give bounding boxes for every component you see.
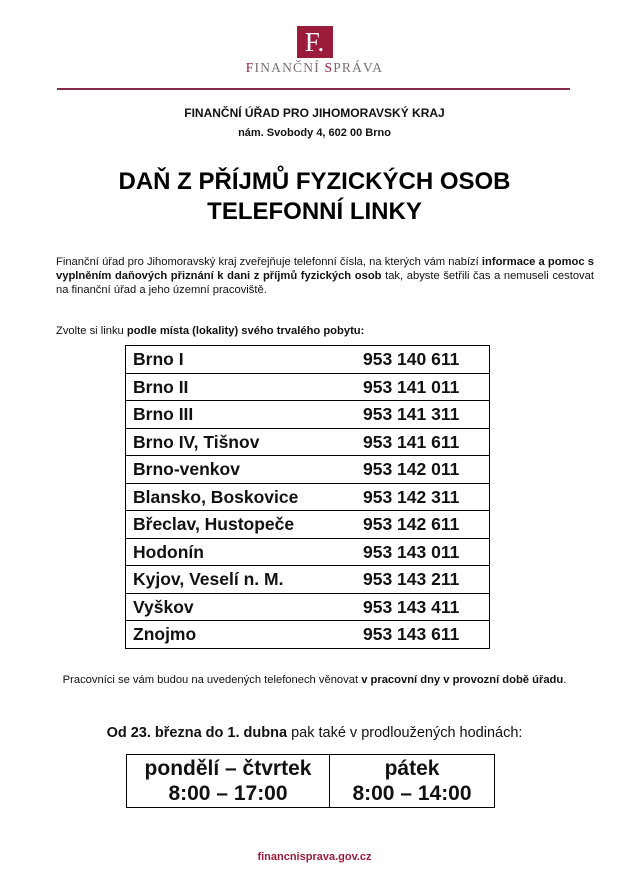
phone-lines-table [125,345,490,649]
page-title-line-2: TELEFONNÍ LINKY [207,198,422,225]
phone-number-cell: 953 141 611 [351,428,490,456]
intro-bold-text: informace a pomoc s vyplněním daňových přiznání k dani z příjmů fyzických osob [56,256,594,282]
intro-text-end: tak, abyste šetřili čas a nemuseli cestovat na finanční úřad a jeho územní pracoviště. [56,270,594,296]
hours-days: pondělí – čtvrtek [144,757,312,780]
table-row [126,401,490,429]
extended-hours-heading [0,724,629,742]
phone-number-cell: 953 141 311 [351,401,490,429]
note-bold-text: v pracovní dny v provozní době úřadu [361,674,564,686]
phone-number-cell: 953 143 611 [351,621,490,649]
table-row [126,566,490,594]
phone-number-cell: 953 143 411 [351,593,490,621]
working-hours-note [0,673,629,687]
table-row [126,346,490,374]
hours-time: 8:00 – 17:00 [168,782,288,805]
logo-mark: F. [297,26,333,58]
table-row [126,538,490,566]
note-text-end: . [563,674,567,686]
extended-dates: Od 23. března do 1. dubna [106,725,288,741]
logo-wordmark-s: S [324,60,334,75]
page-title-line-1: DAŇ Z PŘÍJMŮ FYZICKÝCH OSOB [118,168,511,195]
phone-number-cell: 953 142 011 [351,456,490,484]
phone-number-cell: 953 143 211 [351,566,490,594]
phone-number-cell: 953 140 611 [363,349,460,370]
prompt-bold-text: podle místa (lokality) svého trvalého pobytu: [126,325,365,337]
table-row [126,621,490,649]
location-cell: Brno II [126,373,352,401]
location-cell: Znojmo [126,621,352,649]
table-row [126,428,490,456]
table-row [126,373,490,401]
website-link[interactable]: financnisprava.gov.cz [257,851,372,863]
intro-text: Finanční úřad pro Jihomoravský kraj zveřejňuje telefonní čísla, na kterých vám nabízí [56,256,482,268]
intro-paragraph [56,255,594,297]
location-cell: Vyškov [126,593,352,621]
location-cell: Hodonín [126,538,352,566]
hours-time: 8:00 – 14:00 [352,782,472,805]
phone-number-cell: 953 142 311 [351,483,490,511]
page-title [0,167,629,227]
logo-wordmark-f: F [245,60,255,75]
phone-number-cell: 953 143 011 [351,538,490,566]
phone-number-cell: 953 141 011 [351,373,490,401]
hours-row [127,755,495,808]
phone-number-cell: 953 142 611 [351,511,490,539]
prompt-text: Zvolte si linku [56,325,127,337]
hours-cell-fri [330,755,495,808]
location-cell: Blansko, Boskovice [126,483,352,511]
note-text: Pracovníci se vám budou na uvedených telefonech věnovat [62,674,362,686]
location-cell: Brno IV, Tišnov [126,428,352,456]
choose-line-prompt [56,324,364,338]
extended-text: pak také v prodloužených hodinách: [287,725,523,741]
logo-wordmark-prava: PRÁVA [333,60,384,75]
hours-days: pátek [384,757,440,780]
extended-hours-table [126,754,495,808]
location-cell: Brno I [133,349,184,370]
office-name: FINANČNÍ ÚŘAD PRO JIHOMORAVSKÝ KRAJ [184,106,445,120]
table-row [126,483,490,511]
location-cell: Brno III [126,401,352,429]
header-divider [57,88,570,90]
logo [0,26,629,58]
office-address: nám. Svobody 4, 602 00 Brno [238,127,391,139]
table-row [126,593,490,621]
logo-wordmark [0,60,629,76]
table-row [126,456,490,484]
hours-cell-mon-thu [127,755,330,808]
table-row [126,511,490,539]
location-cell: Kyjov, Veselí n. M. [126,566,352,594]
location-cell: Brno-venkov [126,456,352,484]
location-cell: Břeclav, Hustopeče [126,511,352,539]
logo-wordmark-financni: INANČNÍ [254,60,325,75]
